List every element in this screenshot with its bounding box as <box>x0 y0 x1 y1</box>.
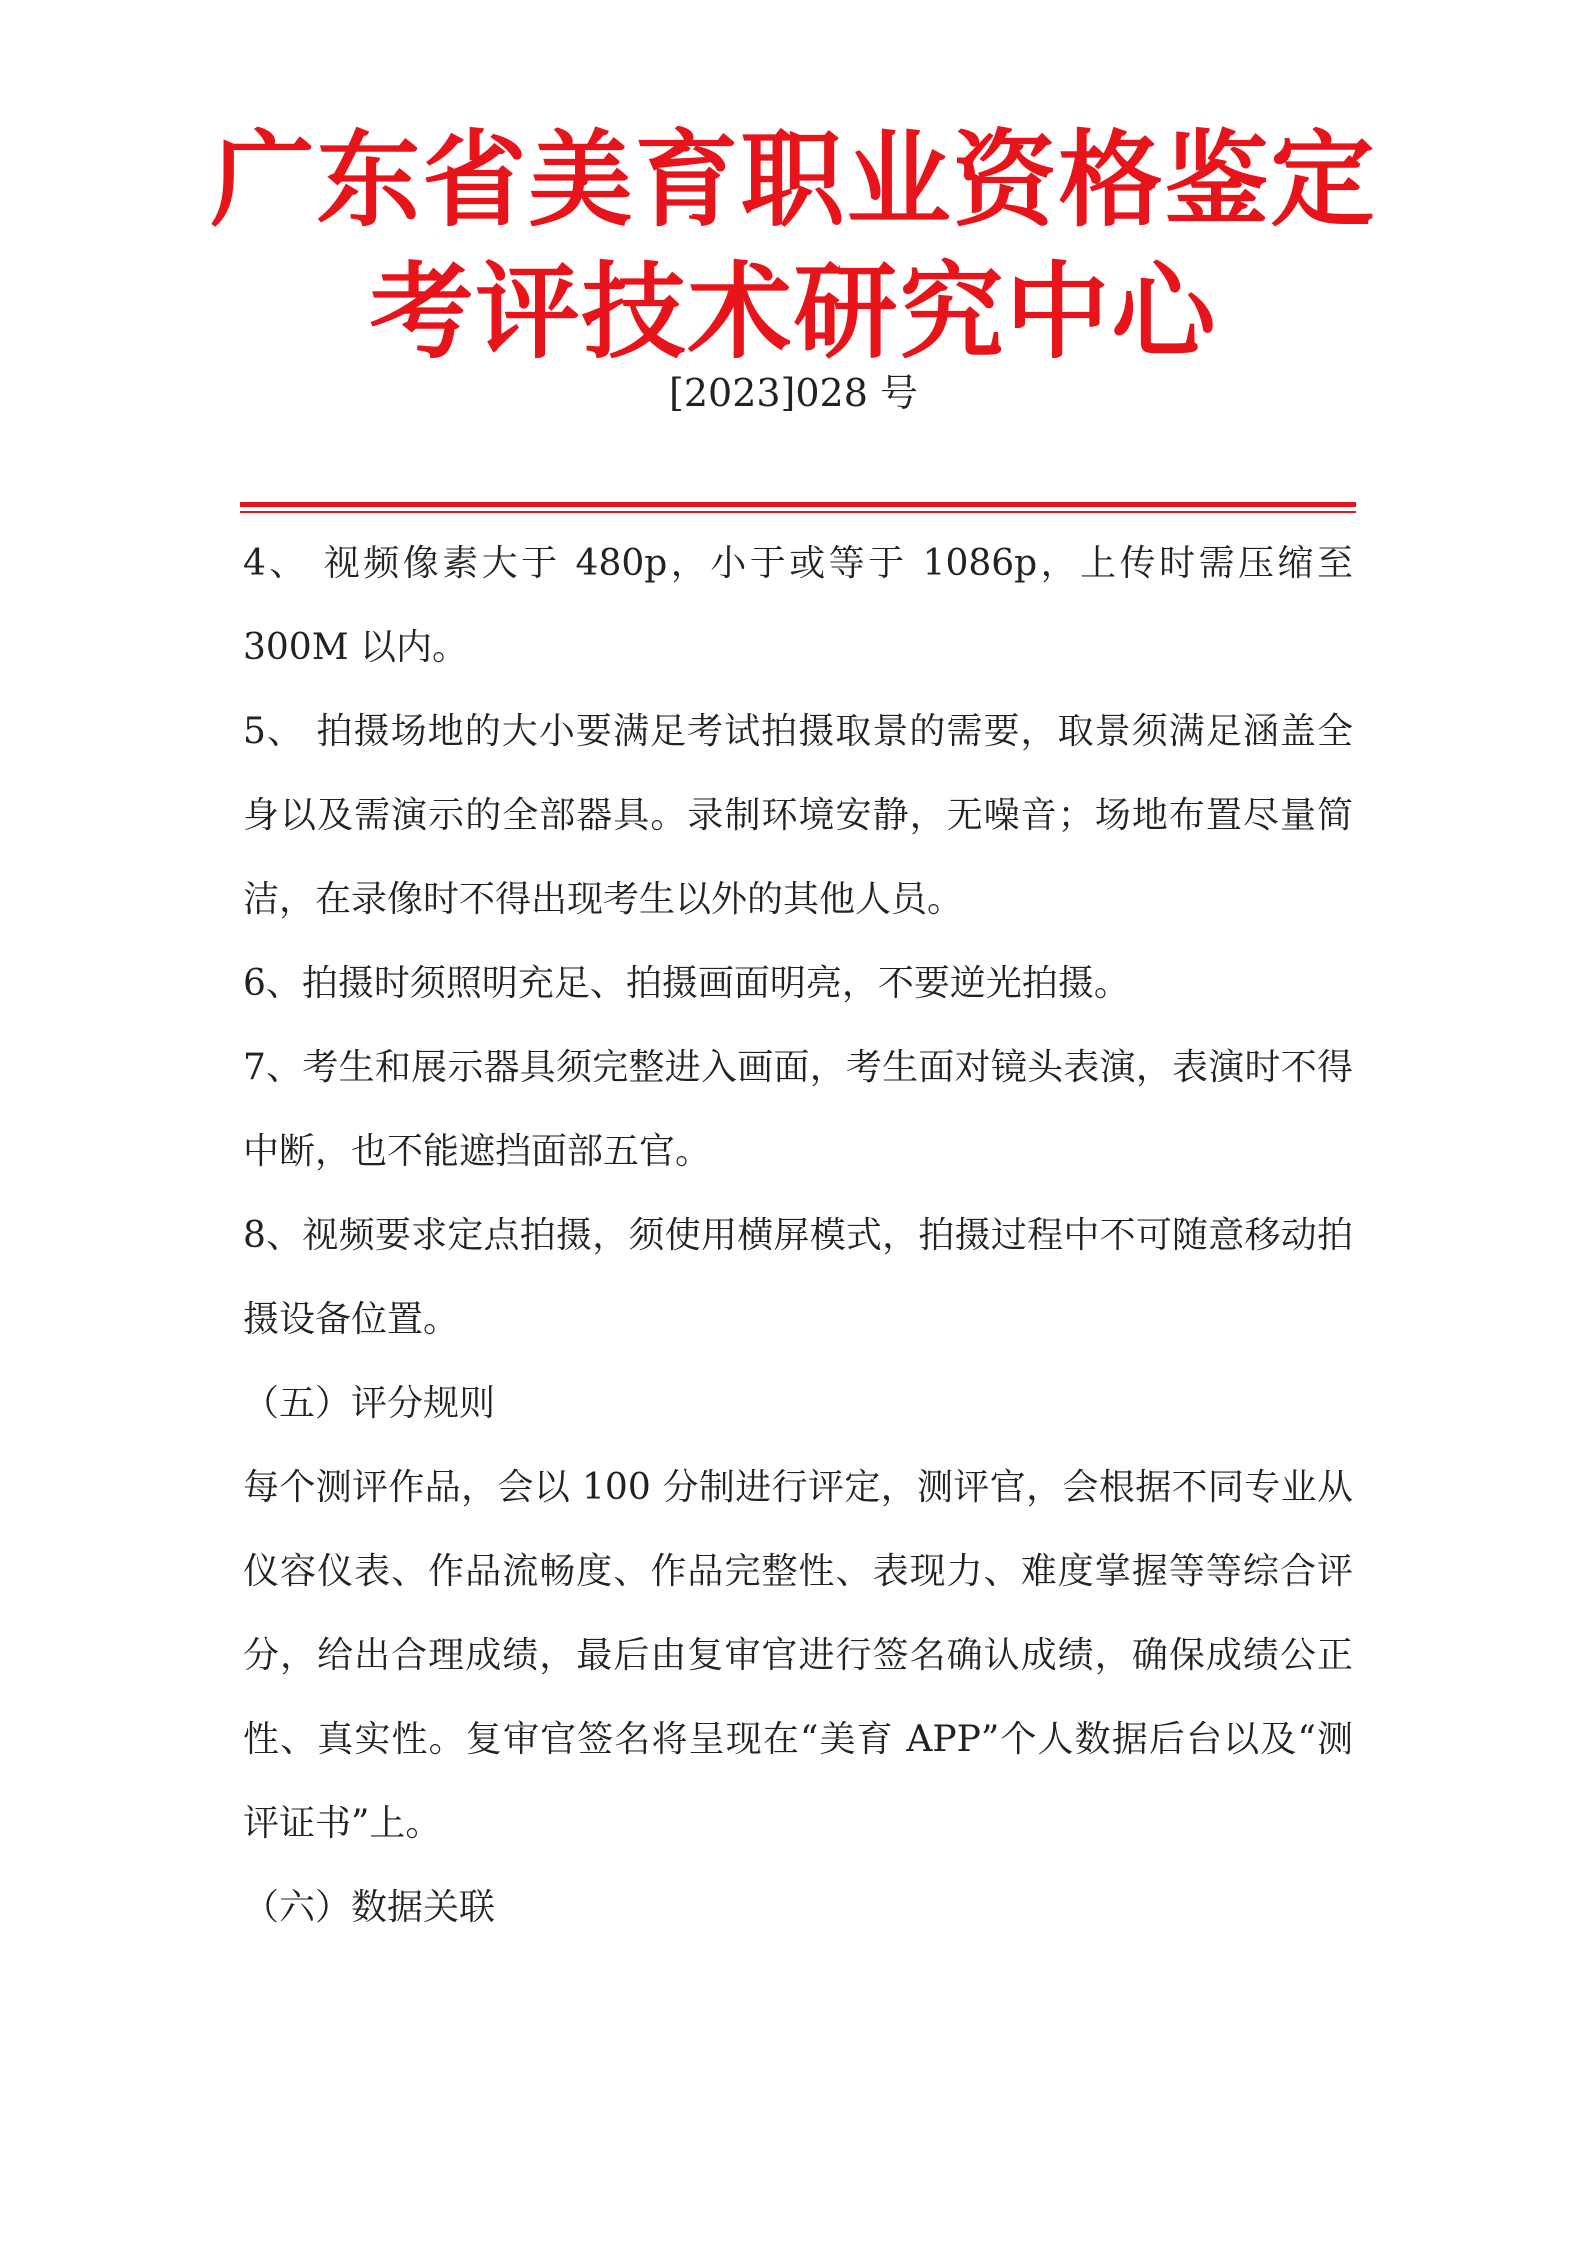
paragraph-item-7: 7、考生和展示器具须完整进入画面，考生面对镜头表演，表演时不得中断，也不能遮挡面部五官。 <box>243 1047 1353 1172</box>
paragraph-item-4: 4、 视频像素大于 480p，小于或等于 1086p，上传时需压缩至 300M 以内。 <box>243 543 1353 668</box>
section-heading-scoring-rules: （五）评分规则 <box>243 1383 496 1424</box>
section-heading-data-association: （六）数据关联 <box>243 1887 496 1928</box>
document-number: [2023]028 号 <box>669 371 918 415</box>
paragraph-item-5: 5、 拍摄场地的大小要满足考试拍摄取景的需要，取景须满足涵盖全身以及需演示的全部器具。录制环境安静，无噪音；场地布置尽量简洁，在录像时不得出现考生以外的其他人员。 <box>243 711 1353 920</box>
header-divider-thin <box>240 511 1356 513</box>
document-body <box>243 522 1353 1950</box>
header-divider-thick <box>240 502 1356 507</box>
header-title-line2: 考评技术研究中心 <box>369 251 1218 373</box>
paragraph-item-8: 8、视频要求定点拍摄，须使用横屏模式，拍摄过程中不可随意移动拍摄设备位置。 <box>243 1215 1353 1340</box>
header-title-line1: 广东省美育职业资格鉴定 <box>210 119 1377 241</box>
paragraph-item-6: 6、拍摄时须照明充足、拍摄画面明亮，不要逆光拍摄。 <box>243 963 1130 1004</box>
paragraph-scoring-rules: 每个测评作品，会以 100 分制进行评定，测评官，会根据不同专业从仪容仪表、作品流畅度、作品完整性、表现力、难度掌握等等综合评分，给出合理成绩，最后由复审官进行签名确认成绩，确保成绩公正性、真实性。复审官签名将呈现在“美育 APP”个人数据后台以及“测评证书”上。 <box>243 1467 1353 1844</box>
